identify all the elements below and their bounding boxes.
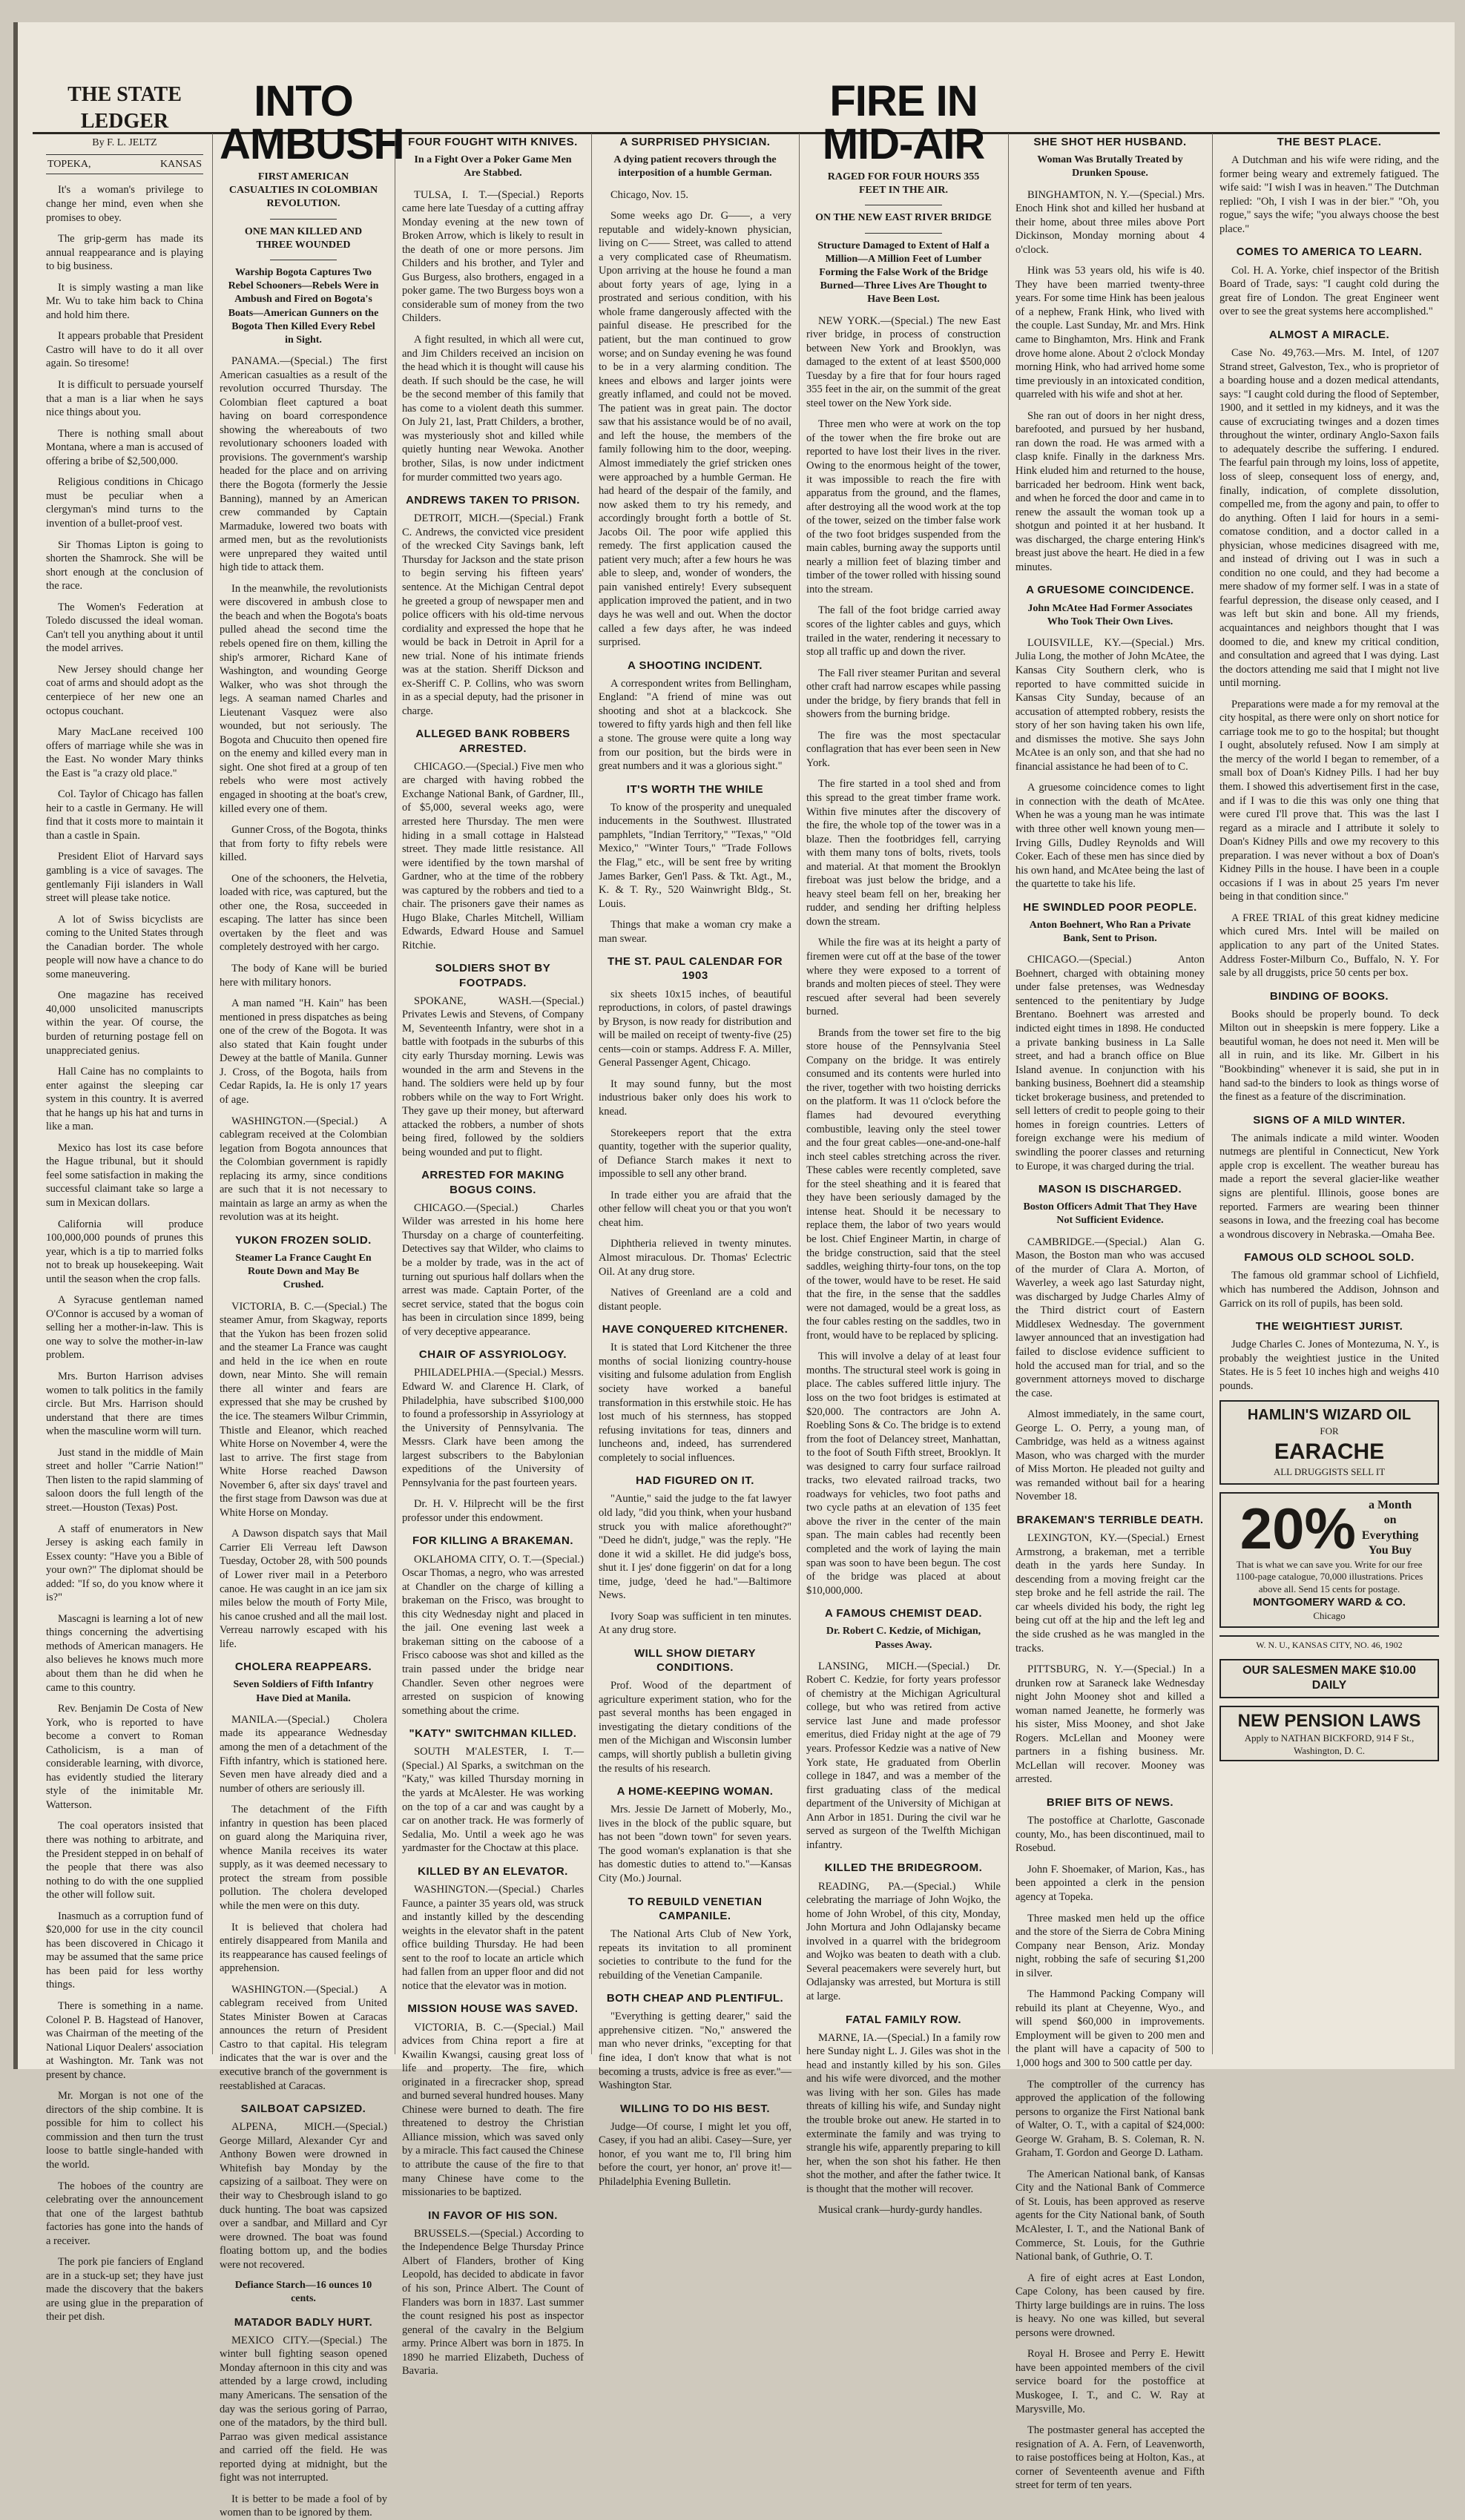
paragraph: Sir Thomas Lipton is going to shorten the Shamrock. She will be short enough at the conclusion of the race.: [46, 538, 203, 593]
article-headline: MISSION HOUSE WAS SAVED.: [407, 2002, 579, 2016]
paragraph: LANSING, MICH.—(Special.) Dr. Robert C. Kedzie, for forty years professor of chemistry at the Michigan Agricultural college, but who was retired from active service last June and made professor emeritus, died Friday night at the age of 79 years. Professor Kedzie was a native of New York state, He graduated from Oberlin college in 1847, and was a member of the first graduating class of the medical department of the University of Michigan at Ann Arbor in 1851. During the civil war he served as surgeon of the Twelfth Michigan infantry.: [806, 1660, 1001, 1851]
paragraph: Prof. Wood of the department of agriculture experiment station, who for the past several months has been engaged in investigating the dietary conditions of the men of the Michigan and Wisconsin lumber camps, will shortly publish a bulletin giving the results of his research.: [599, 1680, 791, 1775]
paragraph: The detachment of the Fifth infantry in question has been placed on guard along the Mariquina river, whence Manila receives its water supply, as it was deemed necessary to protect the stream from possible pollution. The cholera developed while the men were on this duty.: [220, 1804, 387, 1912]
paragraph: The National Arts Club of New York, repeats its invitation to all prominent societies to contribute to the fund for the rebuilding of the Venetian Campanile.: [599, 1927, 791, 1982]
paragraph: A Dawson dispatch says that Mail Carrier Eli Verreau left Dawson Tuesday, October 28, with 500 pounds of Lower river mail in a Peterboro canoe. He was caught in an ice jam six miles below the mouth of Forty Mile, his canoe crushed and all the mail lost. Verreau narrowly escaped with his life.: [220, 1528, 387, 1650]
paragraph: WASHINGTON.—(Special.) A cablegram received from United States Minister Bowen at Caracas announces the return of President Castro to that capital. His telegram indicates that the war is over and the executive branch of the government is reestablished at Caracas.: [220, 1983, 387, 2092]
paragraph: CHICAGO.—(Special.) Five men who are charged with having robbed the Exchange National Bank, of Gardner, Ill., of $5,000, several weeks ago, were arrested here Thursday. The men were hiding in a small cottage in Halstead street. They made little resistance. All were identified by the town marshal of Gardner, who at the time of the robbery was captured by the robbers and tied to a chair. The prisoners gave their names as Hugo Blake, Charles Mitchell, William Edwards, Edward House and Samuel Ritchie.: [402, 760, 584, 951]
ad-line: FOR: [1320, 1425, 1339, 1437]
deck: ONE MAN KILLED AND THREE WOUNDED: [244, 225, 363, 251]
article-headline: IN FAVOR OF HIS SON.: [428, 2209, 558, 2222]
article-headline: WILL SHOW DIETARY CONDITIONS.: [633, 1646, 757, 1675]
paragraph: Col. Taylor of Chicago has fallen heir to a castle in Germany. He will find that it costs more to maintain it than a castle in Spain.: [46, 788, 203, 842]
masthead-byline: By F. L. JELTZ: [92, 136, 157, 148]
article-body: [806, 2031, 1001, 2217]
paragraph: It is difficult to persuade yourself that a man is a liar when he says nice things about you.: [46, 379, 203, 419]
column-rule: [799, 133, 800, 2054]
ad-side-line: a Month: [1368, 1498, 1412, 1511]
paragraph: Judge Charles C. Jones of Montezuma, N. Y., is probably the weightiest justice in the United States. He is 5 feet 10 inches high and weighs 410 pounds.: [1219, 1339, 1439, 1392]
paragraph: Mrs. Burton Harrison advises women to talk politics in the family circle. But Mrs. Harrison should understand that there are times when the masculine worm will turn.: [46, 1371, 203, 1438]
paragraph: The comptroller of the currency has approved the application of the following persons to organize the First National bank of Walter, O. T., with a capital of $24,000: George W. Graham, B. S. Coleman, R. N. Graham, T. Gordon and George D. Latham.: [1015, 2078, 1205, 2160]
paragraph: six sheets 10x15 inches, of beautiful reproductions, in colors, of pastel drawings by Bryson, is now ready for distribution and will be mailed on receipt of twenty-five (25) cents—coin or stamps. Address F. A. Miller, General Passenger Agent, Chicago.: [599, 988, 791, 1069]
paragraph: It's a woman's privilege to change her mind, even when she promises to obey.: [46, 184, 203, 224]
paragraph: Hall Caine has no complaints to enter against the sleeping car system in this country. It is averred that he hangs up his hat and turns in like a man.: [46, 1066, 203, 1133]
paragraph: President Eliot of Harvard says gambling is a vice of savages. The gentlemanly Fiji islanders in Wall street will please take notice.: [46, 851, 203, 905]
paragraph: New Jersey should change her coat of arms and should adopt as the centerpiece of her new one an octopus couchant.: [46, 663, 203, 717]
paragraph: In trade either you are afraid that the other fellow will cheat you or that you won't cheat him.: [599, 1189, 791, 1229]
ad-side: [1362, 1498, 1418, 1559]
paragraph: Storekeepers report that the extra quantity, together with the superior quality, of Defiance Starch makes it next to impossible to sell any other brand.: [599, 1127, 791, 1181]
ad-big-row: [1225, 1495, 1433, 1561]
article-headline: A HOME-KEEPING WOMAN.: [616, 1785, 774, 1798]
paragraph: While the fire was at its height a party of firemen were cut off at the base of the tower where they were exposed to a torrent of brands and molten pieces of steel. They were rescued after several had been severely burned.: [806, 937, 1001, 1018]
article-headline: WILLING TO DO HIS BEST.: [619, 2102, 771, 2115]
deck: In a Fight Over a Poker Game Men Are Stabbed.: [414, 154, 572, 179]
column-4: [599, 126, 791, 2188]
paragraph: A lot of Swiss bicyclists are coming to the United States through the Canadian border. The whole people will now have a chance to do some maneuvering.: [46, 913, 203, 980]
ad-company: MONTGOMERY WARD & CO.: [1253, 1596, 1406, 1609]
paragraph: MEXICO CITY.—(Special.) The winter bull fighting season opened Monday afternoon in this city and was attended by a large crowd, including many Americans. The sensation of the day was the serious goring of Parrao, one of the matadors, by the third bull. Parrao was given medical assistance and carried off the field. He was reported dying at midnight, but the fight was not interrupted.: [220, 2334, 387, 2484]
paragraph: WASHINGTON.—(Special.) Charles Faunce, a painter 35 years old, was struck and instantly killed by the descending weights in the elevator shaft in the patent office building Thursday. He had been sent to the roof to locate an article which had fallen from an upper floor and did not notice that the elevator was in motion.: [402, 1883, 584, 1992]
paragraph: NEW YORK.—(Special.) The new East river bridge, in process of construction between New York and Brooklyn, was damaged to the extent of at least $500,000 Tuesday by a fire that for four hours raged 355 feet in the air, on the summit of the great steel tower on the New York side.: [806, 314, 1001, 409]
paragraph: Mascagni is learning a lot of new things concerning the advertising methods of American managers. He also believes he knows much more about them than he did when he came to this country.: [46, 1612, 203, 1694]
article-headline: MASON IS DISCHARGED.: [1038, 1183, 1182, 1196]
paragraph: "Everything is getting dearer," said the apprehensive citizen. "No," answered the man who never drinks, "excepting for that fine idea, I don't know that what is not becoming a trusts, advice is free as ever."—Washington Star.: [599, 2011, 791, 2092]
article-headline: ALMOST A MIRACLE.: [1268, 328, 1390, 341]
article-headline: "KATY" SWITCHMAN KILLED.: [409, 1727, 577, 1741]
paragraph: She ran out of doors in her night dress, barefooted, and pursued by her husband, ran down the road. He was armed with a clasp knife. Finally in the darkness Mrs. Hink eluded him and returned to the house, barricaded her bedroom. Hink went back, and when he forced the door and came in to renew the assault the woman took up a shotgun and pointed it at her husband. It was discharged, the charge entering Hink's breast just above the heart. He died in a few minutes.: [1015, 409, 1205, 573]
paragraph: It is better to be made a fool of by women than to be ignored by them.: [220, 2493, 387, 2519]
paragraph: One of the schooners, the Helvetia, loaded with rice, was captured, but the other one, the Rosa, succeeded in escaping. The latter has since been overtaken by the fleet and was completely destroyed with her cargo.: [220, 872, 387, 954]
paragraph: The fire started in a tool shed and from this spread to the great timber frame work. Within five minutes after the discovery of the fire, the whole top of the tower was in a blaze. Then the footbridges fell, carrying with them many tons of bolts, rivets, tools and material. At that moment the Brooklyn fireboat was just below the bridge, and a heavy steel beam fell on her, breaking her rudder, and sending her drifting helpless down the stream.: [806, 778, 1001, 928]
ad-line: Apply to NATHAN BICKFORD, 914 F St., Washington, D. C.: [1244, 1732, 1415, 1756]
article-headline: FOUR FOUGHT WITH KNIVES.: [408, 136, 578, 148]
article-headline: THE BEST PLACE.: [1277, 136, 1382, 148]
paragraph: Chicago, Nov. 15.: [610, 188, 688, 201]
paragraph: BINGHAMTON, N. Y.—(Special.) Mrs. Enoch Hink shot and killed her husband at their home, about three miles above Port Dickinson, Monday morning about 4 o'clock.: [1015, 188, 1205, 256]
article-headline: THE ST. PAUL CALENDAR FOR 1903: [607, 955, 783, 983]
paragraph: A Syracuse gentleman named O'Connor is accused by a woman of selling her a mother-in-law. This is one way to solve the mother-in-law problem.: [46, 1294, 203, 1362]
masthead-title: THE STATE LEDGER: [68, 83, 182, 133]
paragraph: Mrs. Jessie De Jarnett of Moberly, Mo., lives in the block of the public square, but has not been "down town" for seven years. The good woman's explanation is that she has domestic duties to attend to."—Kansas City (Mo.) Journal.: [599, 1804, 791, 1885]
paragraph: PANAMA.—(Special.) The first American casualties as a result of the revolution occurred Thursday. The Colombian fleet captured a boat having on board correspondence showing the whereabouts of two revolutionary schooners loaded with provisions. The government's warship headed for the place and on arriving there the Bogota (formerly the Jessie Banning), manned by an American crew commanded by Captain Marmaduke, lowered two boats with armed men, but as the revolutionists were unprepared they waited until high tide to attack them.: [220, 355, 387, 574]
column-6: [1015, 126, 1205, 2492]
paragraph: A fight resulted, in which all were cut, and Jim Childers received an incision on the head which it is thought will cause his death. If such should be the case, he will be the second member of this family that has come to a violent death this summer. On July 21, last, Pratt Childers, a brother, was mysteriously shot and killed while quietly hunting near Wewoka. Another brother, Silas, is now under indictment for murder committed two years ago.: [402, 334, 584, 484]
column-4-articles: [599, 135, 791, 2189]
starch-ad-line: Defiance Starch—16 ounces 10 cents.: [234, 2280, 372, 2305]
paragraph: The body of Kane will be buried here with military honors.: [220, 963, 387, 989]
paragraph: A FREE TRIAL of this great kidney medicine which cured Mrs. Intel will be mailed on application to any part of the United States. Address Foster-Milburn Co., Buffalo, N. Y. For sale by all druggists, price 50 cents per box.: [1219, 911, 1439, 980]
paragraph: Three men who were at work on the top of the tower when the fire broke out are reported to have lost their lives in the river. Owing to the enormous height of the tower, it was impossible to reach the fire with apparatus from the ground, and the flames, after destroying all the wood work at the top of the tower, seized on the timber false work of the two foot bridges suspended from the main cables, burning away the supports until nearly a million feet of blazing timber and timber of the tower rolled with hissing sound into the stream.: [806, 418, 1001, 596]
column-6-articles: [1015, 135, 1205, 2493]
deck: Boston Officers Admit That They Have Not Sufficient Evidence.: [1023, 1201, 1197, 1227]
paragraph: Natives of Greenland are a cold and distant people.: [599, 1287, 791, 1313]
paragraph: Almost immediately, in the same court, George L. O. Perry, a young man, of Cambridge, was held as a witness against Mason, who was charged with the murder of Miss Morton. He pleaded not guilty and was remanded without bail for a hearing November 18.: [1015, 1408, 1205, 1503]
article-body: [806, 1880, 1001, 2004]
paragraph: The coal operators insisted that there was nothing to arbitrate, and the President stepped in on behalf of the people that there was also nothing to do with the one supplied the other will follow suit.: [46, 1820, 203, 1901]
article-body: [220, 1713, 387, 2093]
column-rule: [591, 133, 592, 2054]
paragraph: MANILA.—(Special.) Cholera made its appearance Wednesday among the men of a detachment of the Fifth infantry, which is stationed here. Seven men have already died and a number of others are seriously ill.: [220, 1713, 387, 1795]
article-headline: TO REBUILD VENETIAN CAMPANILE.: [628, 1895, 763, 1922]
paragraph: BRUSSELS.—(Special.) According to the Independence Belge Thursday Prince Albert of Flanders, brother of King Leopold, has decided to abdicate in favor of his son, Prince Albert. The Count of Flanders was born in 1837. Last summer the count resigned his post as inspector general of the cavalry in the Belgium army. Prince Albert was born in 1875. In 1890 he married Elizabeth, Duchess of Bavaria.: [402, 2227, 584, 2378]
paragraph: Mary MacLane received 100 offers of marriage while she was in the East. No wonder Mary thinks the East is "a crazy old place.": [46, 726, 203, 779]
divider: [865, 233, 943, 234]
deck: Anton Boehnert, Who Ran a Private Bank, Sent to Prison.: [1029, 919, 1191, 945]
paragraph: CAMBRIDGE.—(Special.) Alan G. Mason, the Boston man who was accused of the murder of Clara A. Morton, of Waverley, a week ago last Saturday night, was discharged by Judge Charles Almy of the Third district court of Eastern Middlesex Wednesday. The government lawyer announced that an investigation had failed to disclose evidence sufficient to hold the accused man for trial, and so the government attorneys moved to discharge the case.: [1015, 1236, 1205, 1399]
paragraph: The Hammond Packing Company will rebuild its plant at Cheyenne, Wyo., and will spend $60,000 in improvements. Employment will be given to 200 men and the plant will have a capacity of 500 to 1,000 hogs and 300 to 500 cattle per day.: [1015, 1988, 1205, 2069]
paragraph: A man named "H. Kain" has been mentioned in press dispatches as being one of the crew of the Bogota. It was also stated that Kain fought under Dewey at the battle of Manila. Gunner J. Cross, of the Bogota, hails from Cedar Rapids, Ia. He is only 17 years of age.: [220, 997, 387, 1106]
deck: RAGED FOR FOUR HOURS 355 FEET IN THE AIR.: [827, 171, 980, 197]
article-headline: A GRUESOME COINCIDENCE.: [1026, 584, 1194, 597]
paragraph: There is nothing small about Montana, where a man is accused of offering a bribe of $2,500,000.: [46, 427, 203, 467]
paragraph: It is stated that Lord Kitchener the three months of social lionizing country-house visiting and fulsome adulation from English society have worked a baneful transformation in this erstwhile stoic. He has lost much of his sternness, has stopped refusing invitations for teas, dinners and luncheons and, indeed, has surrendered completely to social influences.: [599, 1342, 791, 1464]
paragraph: Col. H. A. Yorke, chief inspector of the British Board of Trade, says: "I caught cold during the great fire of London. The great Engineer went over to see the great systems here accomplished.": [1219, 264, 1439, 318]
article-headline: THE WEIGHTIEST JURIST.: [1255, 1320, 1403, 1333]
subhead: YUKON FROZEN SOLID.: [235, 1233, 372, 1247]
ad-percent: 20%: [1240, 1495, 1356, 1561]
paragraph: CHICAGO.—(Special.) Anton Boehnert, charged with obtaining money under false pretenses, was Wednesday sentenced to the penitentiary by Judge Brentano. Boehnert was arrested and indicted eight times in 1898. He conducted a private banking business in La Salle street, and had a branch office on Blue Island avenue. In conjunction with his banking business, Boehnert did a steamship ticket brokerage business, and pretended to sell letters of credit to people going to their homes in foreign countries. Letters of foreign exchange were his medium of swindling the poorer classes and returning to Europe, it was charged during the trial.: [1015, 954, 1205, 1172]
montgomery-ward-ad: [1219, 1492, 1439, 1629]
article-body: [806, 314, 1001, 1598]
article-headline: HAD FIGURED ON IT.: [636, 1474, 754, 1488]
column-7: [1219, 126, 1439, 2054]
column-rule: [212, 133, 213, 2054]
ad-side-line: Everything: [1361, 1528, 1419, 1542]
ad-side-line: You Buy: [1368, 1544, 1412, 1557]
article-body: [220, 2334, 387, 2520]
paragraph: John F. Shoemaker, of Marion, Kas., has been appointed a clerk in the pension agency at Topeka.: [1015, 1863, 1205, 1903]
subhead: A FAMOUS CHEMIST DEAD.: [824, 1607, 983, 1620]
paragraph: One magazine has received 40,000 unsolicited manuscripts within the year. Of course, the burden of returning postage fell on unappreciated genius.: [46, 989, 203, 1057]
paragraph: Religious conditions in Chicago must be peculiar when a clergyman's mind turns to the invention of a bullet-proof vest.: [46, 476, 203, 530]
column-rule: [1212, 133, 1213, 2054]
paragraph: TULSA, I. T.—(Special.) Reports came here late Tuesday of a cutting affray Monday evening at the new town of Broken Arrow, which is likely to result in the death of one or more persons. Jim Childers and his brother, and Tyler and Gus Burgess, also brothers, engaged in a poker game. The two Burgess boys won a considerable sum of money from the two Childers.: [402, 188, 584, 325]
paragraph: The fire was the most spectacular conflagration that has ever been seen in New York.: [806, 729, 1001, 769]
paragraph: PHILADELPHIA.—(Special.) Messrs. Edward W. and Clarence H. Clark, of Philadelphia, have subscribed $100,000 to found a professorship in Assyriology at the University of Pennsylvania. The Messrs. Clark have been among the largest subscribers to the Babylonian expeditions of the University of Pennsylvania for the past fourteen years.: [402, 1367, 584, 1489]
paragraph: Brands from the tower set fire to the big store house of the Pennsylvania Steel Company on the bridge. It was entirely consumed and its contents were hurled into the river, together with two hoisting derricks on the platform. It was 11 o'clock before the flames had devoured everything combustible, leaving only the steel tower and the four great cables—one-and-one-half inch steel cables stretching across the river. These cables were recently completed, save for the steel sheathing and it is feared that they have been seriously damaged by the intense heat. Should it be necessary to replace them, the labor of two years would be lost. Chief Engineer Martin, in charge of the bridge construction, said that the steel saddles, weighing thirty-four tons, on the top of the tower, would have to be reset. He said that the fire, in the sense that the saddles were not damaged, would be a great loss, as the four cables resting on the saddles, two in front, would have to be replaced by splicing.: [806, 1026, 1001, 1342]
newspaper-page: [13, 22, 1455, 2519]
paragraph: The famous old grammar school of Lichfield, which has numbered the Addison, Johnson and Garrick on its roll of pupils, has been sold.: [1219, 1270, 1439, 1310]
article-headline: ANDREWS TAKEN TO PRISON.: [406, 494, 580, 507]
article-headline: BRIEF BITS OF NEWS.: [1046, 1796, 1174, 1810]
article-headline: HAVE CONQUERED KITCHENER.: [602, 1323, 789, 1336]
paragraph: Some weeks ago Dr. G——, a very reputable and widely-known physician, living on C—— Street, was called to attend a very complicated case of Rheumatism. Upon arriving at the house he found a man about forty years of age, lying in a prostrated and serious condition, with his whole frame dangerously affected with the painful disease. He prescribed for the patient, but the man continued to grow worse; and on Sunday evening he was found to be in a very alarming condition. The knees and elbows and larger joints were greatly inflamed, and could not be moved. The patient was in great pain. The doctor saw that his assistance would be of no avail, and left the house, the members of the family following him to the door, weeping. Almost immediately the grief stricken ones were approached by a humble German. He had heard of the despair of the family, and now asked them to try his remedy, and accordingly brought forth a bottle of St. Jacobs Oil. The poor wife applied this remedy. The first application caused the patient very much; after a few hours he was able to sleep, and, wonder of wonders, the pain vanished entirely! Every subsequent application improved the patient, and in two days he was well and out. When the doctor called a few days after, he was indeed surprised.: [599, 210, 791, 649]
paragraph: The grip-germ has made its annual reappearance and is playing to big business.: [46, 233, 203, 273]
article-headline: FOR KILLING A BRAKEMAN.: [412, 1534, 574, 1548]
paragraph: A Dutchman and his wife were riding, and the former being weary and extremely fatigued. The wife said: "I wish I was in heaven." The Dutchman replied: "Oh, I vish I was in der bier." "Oh, you rogue," says the wife; "you always choose the best place.": [1219, 154, 1439, 235]
column-1-paragraphs: [46, 183, 203, 2324]
column-5: [806, 74, 1001, 2217]
column-1: [46, 74, 203, 2323]
subhead: CHOLERA REAPPEARS.: [234, 1660, 372, 1674]
article-headline: A SURPRISED PHYSICIAN.: [619, 136, 771, 148]
article-headline: CHAIR OF ASSYRIOLOGY.: [418, 1348, 567, 1362]
article-headline: BOTH CHEAP AND PLENTIFUL.: [606, 1992, 784, 2005]
paragraph: Ivory Soap was sufficient in ten minutes. At any drug store.: [599, 1610, 791, 1637]
subhead: FATAL FAMILY ROW.: [845, 2013, 961, 2026]
paragraph: Rev. Benjamin De Costa of New York, who is reported to have become a convert to Roman Catholicism, is a man of considerable learning, with divorce, has evidently studied the literary style of the inimitable Mr. Watterson.: [46, 1703, 203, 1811]
paragraph: California will produce 100,000,000 pounds of prunes this year, which is a tip to married folks not to break up housekeeping. Wait until the season when the crop falls.: [46, 1218, 203, 1285]
paragraph: Dr. H. V. Hilprecht will be the first professor under this endowment.: [402, 1498, 584, 1524]
deck: Steamer La France Caught En Route Down and May Be Crushed.: [235, 1253, 372, 1291]
paragraph: Judge—Of course, I might let you off, Casey, if you had an alibi. Casey—Sure, yer honor, ef you want me to, I'll bring him before the court, yer honor, an' prove it!—Philadelphia Evening Bulletin.: [599, 2120, 791, 2188]
paragraph: LEXINGTON, KY.—(Special.) Ernest Armstrong, a brakeman, met a terrible death in the yards here Sunday. In descending from a moving freight car the step broke and he fell astride the rail. The car wheels divided his body, the right leg being cut off at the hip and the left leg and the side crushed as he was mangled in the tracks.: [1015, 1532, 1205, 1655]
paragraph: The animals indicate a mild winter. Wooden nutmegs are plentiful in Connecticut, New York apple crop is excellent. The weather bureau has made a report the several glacier-like weather signs are plentiful. Illinois, goose bones are reported. Farmers are wearing been thinner seasons in Iowa, and the freezing coal has become a wondrous discovery in Nebraska.—Omaha Bee.: [1219, 1132, 1439, 1241]
paragraph: ALPENA, MICH.—(Special.) George Millard, Alexander Cyr and Anthony Bowen were drowned in Whitefish bay Monday by the capsizing of a sailboat. They were on their way to Chesbrough island to go duck hunting. The boat was capsized over a sandbar, and Millard and Cyr were drowned. The boat was found floating bottom up, and the bodies were not recovered.: [220, 2121, 387, 2271]
ad-line: NEW PENSION LAWS: [1237, 1710, 1421, 1731]
deck: Warship Bogota Captures Two Rebel Schooners—Rebels Were in Ambush and Fired on Bogota's Boats—American Gunners on the Bogota Then Killed Every Rebel in Sight.: [228, 266, 379, 346]
paragraph: The fall of the foot bridge carried away scores of the lighter cables and guys, which trailed in the water, rendering it necessary to stop all traffic up and down the river.: [806, 604, 1001, 659]
paragraph: Preparations were made a for my removal at the city hospital, as there were only on short notice for carriage took me to go to the hospital; but thought I ought, absolutely refused. Now I am simply at the mercy of the world I began to remember, of a small box of Doan's Kidney Pills. I had her buy them. I showed this advertisement first in the case, and if I was to die this was only one thing that were cured I'll prove that. This was the last I regard as a miracle and I attribute it solely to Doan's Kidney Pills and owe my recovery to this preparation. I was never without a box of Doan's Kidney Pills in the house. I have been in a couple occasions if I was in about 25 years I'm never being in that condition since.": [1219, 698, 1439, 903]
ad-line: HAMLIN'S WIZARD OIL: [1247, 1407, 1412, 1424]
paragraph: OKLAHOMA CITY, O. T.—(Special.) Oscar Thomas, a negro, who was arrested at Chandler on the charge of killing a brakeman on the Frisco, was brought to this city Wednesday night and placed in the jail. One evening last week a brakeman sitting on the caboose of a Frisco caboose was shot and killed as the train passed under the bridge near Chandler. Seven other negroes were arrested on suspicion of knowing something about the crime.: [402, 1553, 584, 1717]
paragraph: The American National bank, of Kansas City and the National Bank of Commerce of St. Louis, has been approved as reserve agents for the City National bank, of South McAlester, I. T., and the National Bank of Commerce, St. Louis, for the Guthrie National bank, of Guthrie, O. T.: [1015, 2168, 1205, 2263]
paragraph: The Fall river steamer Puritan and several other craft had narrow escapes while passing under the bridge, by fiery brands that fell in showers from the burning bridge.: [806, 667, 1001, 721]
paragraph: A staff of enumerators in New Jersey is asking each family in Essex county: "Have you a Bible of your own?" The diplomat should be added: "If so, do you know where it is?": [46, 1523, 203, 1604]
deck: John McAtee Had Former Associates Who Took Their Own Lives.: [1027, 602, 1193, 627]
paragraph: It appears probable that President Castro will have to do it all over again. So tiresome!: [46, 330, 203, 370]
column-2: [220, 74, 404, 2519]
column-3-articles: [402, 135, 584, 2378]
paragraph: Things that make a woman cry make a man swear.: [599, 919, 791, 945]
paragraph: Just stand in the middle of Main street and holler "Carrie Nation!" Then listen to the rapid slamming of saloon doors the full length of the street.—Houston (Texas) Post.: [46, 1446, 203, 1514]
article-headline: BRAKEMAN'S TERRIBLE DEATH.: [1016, 1514, 1204, 1526]
ad-body: That is what we can save you. Write for our free 1100-page catalogue, 70,000 illustrations. Prices above all. Send 15 cents for postage.: [1235, 1558, 1423, 1594]
paragraph: It may sound funny, but the most industrious baker only does his work to knead.: [599, 1078, 791, 1118]
paragraph: A gruesome coincidence comes to light in connection with the death of McAtee. When he was a young man he was intimate with three other well known young men—Irving Gills, Dudley Reynolds and Will Coker. Each of these men has since died by his own hand, and McAtee being the last of the quartette to take his life.: [1015, 782, 1205, 891]
paragraph: Mr. Morgan is not one of the directors of the ship combine. It is possible for him to collect his commission and then turn the trust loose to battle single-handed with the world.: [46, 2090, 203, 2171]
article-headline: SOLDIERS SHOT BY FOOTPADS.: [435, 962, 551, 989]
column-rule: [1008, 133, 1009, 2054]
paragraph: SPOKANE, WASH.—(Special.) Privates Lewis and Stevens, of Company M, Seventeenth Infantry, were shot in a battle with footpads in the suburbs of this city early Thursday morning. Lewis was wounded in the arm and Stevens in the hand. The soldiers were held up by four robbers while on the way to Fort Wright. They gave up their money, but afterward attacked the robbers, a number of shots being fired, followed by the soldiers being wounded and put to flight.: [402, 995, 584, 1158]
paragraph: "Auntie," said the judge to the fat lawyer old lady, "did you think, when your husband struck you with malice aforethought?" "Deed he didn't, judge," was the reply. "He done it wid a skillet. He did judge's boss, shut it. I jes' done figgerin' on dat for a long time, judge, 'deed he had."—Baltimore News.: [599, 1493, 791, 1602]
deck: A dying patient recovers through the interposition of a humble German.: [613, 154, 777, 179]
article-headline: ARRESTED FOR MAKING BOGUS COINS.: [421, 1169, 564, 1196]
wizard-oil-ad: [1219, 1400, 1439, 1484]
ad-side-line: on: [1383, 1514, 1397, 1527]
paragraph: DETROIT, MICH.—(Special.) Frank C. Andrews, the convicted vice president of the wrecked City Savings bank, left Thursday for Jackson and the state prison to begin serving his fifteen years' sentence. At the Michigan Central depot he greeted a group of newspaper men and police officers with his old-time nervous cordiality and expressed the hope that he would be back in Detroit in April for a new trial. None of his intimate friends was at the station. Sheriff Dickson and ex-Sheriff C. P. Collins, who was sworn in as a special deputy, had the prisoner in charge.: [402, 512, 584, 717]
dateline-state: KANSAS: [159, 158, 202, 170]
paragraph: This will involve a delay of at least four months. The structural steel work is going in place. The cables suffered little injury. The loss on the two foot bridges is estimated at $20,000. The contractors are John A. Roebling Sons & Co. The bridge is to extend from the foot of Delancey street, Manhattan, to the foot of South Fifth street, Brooklyn. It was designed to carry four surface railroad tracks, two elevated railroad tracks, two roadways for vehicles, two foot paths and two cycle paths at an elevation of 135 feet above the river in the center of the main span. The main cables had recently been completed and the work of laying the main span was soon to have been begun. The cost of the bridge was placed at about $10,000,000.: [806, 1350, 1001, 1597]
article-headline: ALLEGED BANK ROBBERS ARRESTED.: [415, 728, 570, 755]
article-headline: HE SWINDLED POOR PEOPLE.: [1023, 900, 1197, 914]
deck: Woman Was Brutally Treated by Drunken Spouse.: [1037, 154, 1183, 179]
article-headline: SIGNS OF A MILD WINTER.: [1253, 1113, 1406, 1127]
paragraph: The postoffice at Charlotte, Gasconade county, Mo., has been discontinued, mail to Rosebud.: [1015, 1815, 1205, 1855]
deck: Seven Soldiers of Fifth Infantry Have Died at Manila.: [233, 1679, 374, 1704]
ad-city: Chicago: [1313, 1609, 1346, 1621]
article-headline: A SHOOTING INCIDENT.: [628, 659, 763, 672]
ad-line: EARACHE: [1274, 1439, 1385, 1464]
article-body: [220, 354, 387, 1224]
paragraph: READING, PA.—(Special.) While celebrating the marriage of John Wojko, the home of John Wrobel, of this city, Monday, John Mortura and John Odlajansky became involved in a quarrel with the bridegroom and Wojko was beaten to death with a club. Several peacemakers were severely hurt, but Odlajansky was arrested, but Mortura is still at large.: [806, 1880, 1001, 2002]
paragraph: A fire of eight acres at East London, Cape Colony, has been caused by fire. Thirty large buildings are in ruins. The loss is heavy. No one was killed, but several persons were drowned.: [1015, 2272, 1205, 2339]
paragraph: The postmaster general has accepted the resignation of A. A. Fern, of Leavenworth, to raise postoffices being at Holton, Kas., at corner of Seventeenth avenue and Fifth street for term of ten years.: [1015, 2424, 1205, 2492]
headline-fire-in-mid-air: FIRE IN MID-AIR: [822, 77, 985, 168]
paragraph: The pork pie fanciers of England are in a stuck-up set; they have just made the discovery that the bakers are using glue in the preparation of their pet dish.: [46, 2256, 203, 2323]
column-3: [402, 126, 584, 2378]
paragraph: CHICAGO.—(Special.) Charles Wilder was arrested in his home here Thursday on a charge of counterfeiting. Detectives say that Wilder, who claims to be a molder by trade, was in the act of turning out spurious half dollars when the arrest was made. Captain Porter, of the secret service, stated that the bogus coin has been in circulation since 1899, being of very deceptive appearance.: [402, 1201, 584, 1338]
paragraph: Gunner Cross, of the Bogota, thinks that from forty to fifty rebels were killed.: [220, 824, 387, 864]
paragraph: To know of the prosperity and unequaled inducements in the Southwest. Illustrated pamphlets, "Indian Territory," "Texas," "Old Mexico," "Winter Tours," "Trade Follows the Flag," etc., will be sent free by writing James Barker, Gen'l Pass. & Tkt. Agt., M., K. & T. Ry., 520 Wainwright Bldg., St. Louis.: [599, 801, 791, 910]
paragraph: Inasmuch as a corruption fund of $20,000 for use in the city council has been discovered in Chicago it may be assumed that the same price has been paid for less worthy things.: [46, 1910, 203, 1991]
paragraph: It is believed that cholera had entirely disappeared from Manila and its reappearance has caused feelings of apprehension.: [220, 1921, 387, 1975]
headline-into-ambush: INTO AMBUSH: [220, 77, 404, 168]
paragraph: Three masked men held up the office and the store of the Sierra de Cobra Mining Company near Benson, Ariz. Monday night, robbing the safe of securing $1,200 in silver.: [1015, 1912, 1205, 1979]
ad-line: ALL DRUGGISTS SELL IT: [1273, 1466, 1386, 1478]
column-7-articles: [1219, 135, 1439, 1393]
paragraph: Diphtheria relieved in twenty minutes. Almost miraculous. Dr. Thomas' Eclectric Oil. At any drug store.: [599, 1238, 791, 1278]
article-body: [220, 1300, 387, 1652]
article-headline: IT'S WORTH THE WHILE: [626, 782, 764, 796]
ad-line: OUR SALESMEN MAKE $10.00 DAILY: [1242, 1663, 1416, 1692]
divider: [270, 219, 337, 220]
paragraph: Musical crank—hurdy-gurdy handles.: [818, 2204, 983, 2217]
salesmen-ad: [1219, 1659, 1439, 1698]
paragraph: WASHINGTON.—(Special.) A cablegram received at the Colombian legation from Bogota announces that the Colombian government is rapidly replacing its army, since conditions are such that it is not necessary to maintain as large an army as when the revolution was at its height.: [220, 1115, 387, 1224]
paragraph: It is simply wasting a man like Mr. Wu to take him back to China and hold him there.: [46, 281, 203, 321]
paragraph: LOUISVILLE, KY.—(Special.) Mrs. Julia Long, the mother of John McAtee, the Kansas City Southern clerk, who is reported to have committed suicide in Kansas City Sunday, because of an accusation of attempted robbery, resists the story of her son having taken his own life, and dismisses the motive. She says John McAtee is an only son, and that she had no financial assistance he had been of to C.: [1015, 636, 1205, 773]
article-body: [806, 1660, 1001, 1853]
paragraph: VICTORIA, B. C.—(Special.) Mail advices from China report a fire at Kwailin Kwangsi, causing great loss of life and property. The fire, which originated in a firecracker shop, spread and burned several hundred houses. Many Chinese were burned to death. The fire threatened to destroy the Christian Alliance mission, which was saved only by a miracle. This fact caused the Chinese to attribute the cause of the fire to that many Chinese have come to the missionaries to be baptized.: [402, 2021, 584, 2199]
deck: ON THE NEW EAST RIVER BRIDGE: [815, 212, 992, 224]
paragraph: SOUTH M'ALESTER, I. T.—(Special.) Al Sparks, a switchman on the "Katy," was killed Thursday morning in the yards at McAlester. He was working on the top of a car and was caught by a car on another track. He was formerly of Sedalia, Mo. Until a week ago he was yardmaster for the Choctaw at this place.: [402, 1746, 584, 1855]
paragraph: MARNE, IA.—(Special.) In a family row here Sunday night L. J. Giles was shot in the head and instantly killed by his son. Giles and his wife were divorced, and the mother was living with her son. Giles has made threats of killing his wife, and Sunday night the trouble broke out anew. He started in to exterminate the family and was trying to strangle his wife, apparently preparing to kill her, when the son shot his father. He then shot the mother, and after the father twice. It is thought that the mother will recover.: [806, 2031, 1001, 2195]
article-headline: KILLED BY AN ELEVATOR.: [418, 1864, 568, 1878]
article-body: [220, 2120, 387, 2272]
paragraph: PITTSBURG, N. Y.—(Special.) In a drunken row at Saraneck lake Wednesday night John Mooney shot and killed a woman named Jeanette, he formerly was his sister, Miss Mooney, and shot Jake Rogers. McLellan and Mooney were partners in a fishing business. Mr. McLellan will recover. Mooney was arrested.: [1015, 1663, 1205, 1786]
subhead: SAILBOAT CAPSIZED.: [240, 2102, 366, 2116]
article-headline: COMES TO AMERICA TO LEARN.: [1236, 245, 1423, 259]
paragraph: A correspondent writes from Bellingham, England: "A friend of mine was out shooting and shot at a blackcock. She towered to fifty yards high and then fell like a stone. The grouse were quite a long way from our position, but the birds were in great numbers and it was a glorious sight.": [599, 677, 791, 773]
dateline-city: TOPEKA,: [47, 158, 91, 170]
deck: Structure Damaged to Extent of Half a Million—A Million Feet of Lumber Forming the False Work of the Bridge Burned—Three Lives Are Thought to Have Been Lost.: [817, 240, 990, 306]
subhead: MATADOR BADLY HURT.: [234, 2315, 373, 2329]
deck: Dr. Robert C. Kedzie, of Michigan, Passes Away.: [826, 1626, 981, 1651]
paragraph: The Women's Federation at Toledo discussed the ideal woman. Can't tell you anything about it until the model arrives.: [46, 601, 203, 655]
dateline: [46, 154, 203, 175]
pension-ad: [1219, 1706, 1439, 1762]
paragraph: Case No. 49,763.—Mrs. M. Intel, of 1207 Strand street, Galveston, Tex., who is proprietor of a boarding house and a dozen medical attendants, says: "I caught cold during the flood of September, 1900, and it settled in my kidneys, and it was the cause of excruciating twinges and a dozen times throughout the winter, ordinary Anglo-Saxon fails to adequately describe the suffering. I endured. The fearful pain through my loins, loss of appetite, loss of sleep, consequent loss of energy, and, finally, indication, of complete dissolution, compelled me, from the agony and pain, to offer to do anything. Often I laid for hours in a semi-comatose condition, and a doctor called in a physician, whose medicines disagreed with me, and instead of driving out I was in such a condition no one could, and they had become a mere shadow of my former self. I was in a state of fearful depression, the disease only ceased, and I was left but skin and bone. All my friends, acquaintances and neighbors thought that I was doomed to die, and knew my critical condition, and consultation and agreed that I was dying. Last the doctors attending me said that I might not live until morning.: [1219, 347, 1439, 690]
paragraph: In the meanwhile, the revolutionists were discovered in ambush close to the beach and when the Bogota's boats pulled ahead the second time the rebels opened fire on them, killing the ship's armorer, Richard Kane of Washington, and wounding George Walker, who was shot through the legs. A seaman named Charles and Lieutenant Vasquez were also wounded, but not seriously. The Bogota and Chucuito then opened fire on the enemy and killed every man in sight. One shot fired at a group of ten rebels who were most actively engaged in shooting at the boat's crew, killed every one of them.: [220, 582, 387, 815]
article-headline: SHE SHOT HER HUSBAND.: [1033, 136, 1187, 148]
subhead: KILLED THE BRIDEGROOM.: [824, 1861, 983, 1875]
paragraph: The hoboes of the country are celebrating over the announcement that one of the largest bathtub factories has gone into the hands of a receiver.: [46, 2180, 203, 2247]
footer-line: W. N. U., KANSAS CITY, NO. 46, 1902: [1219, 1635, 1439, 1651]
article-headline: FAMOUS OLD SCHOOL SOLD.: [1244, 1251, 1415, 1264]
paragraph: Hink was 53 years old, his wife is 40. They have been married twenty-three years. For some time Hink has been jealous of a nephew, Frank Hink, who lived with the couple. Last Sunday, Mr. and Mrs. Hink came to Binghamton, Mrs. Hink and Frank drove home alone. About 2 o'clock Monday morning Hink, who had arrived home some time previously in an intoxicated condition, quarreled with his wife and shot at her.: [1015, 265, 1205, 401]
paragraph: Royal H. Brosee and Perry E. Hewitt have been appointed members of the civil service board for the postoffice at Muskogee, I. T., and C. W. Ray at Marysville, Mo.: [1015, 2348, 1205, 2415]
paragraph: There is something in a name. Colonel P. B. Hagstead of Hanover, was Chairman of the meeting of the National Liquor Dealers' association at Washington. Mr. Tank was not present by chance.: [46, 2000, 203, 2081]
paragraph: Mexico has lost its case before the Hague tribunal, but it should feel some satisfaction in making the successful claimant take so large a sum in Mexican dollars.: [46, 1141, 203, 1210]
paragraph: Books should be properly bound. To deck Milton out in sheepskin is mere foppery. Like a beautiful woman, he does not need it. Men will be all in ruin, and its like. Mr. Gilbert in his "Bookbinding" whenever it is said, she put in in hand sad-to the binders to look as things worse of the finest as a feature of the discrimination.: [1219, 1008, 1439, 1104]
article-headline: BINDING OF BOOKS.: [1269, 989, 1389, 1003]
deck: FIRST AMERICAN CASUALTIES IN COLOMBIAN REVOLUTION.: [228, 171, 378, 210]
paragraph: VICTORIA, B. C.—(Special.) The steamer Amur, from Skagway, reports that the Yukon has been frozen solid and the steamer La France was caught and held in the ice when en route down, near Minto. She will remain there all winter and fears are expressed that she may be crushed by the ice. The steamers Wilbur Crimmin, Thistle and Eleanor, which reached White Horse on November 4, were the last to arrive. The first stage from White Horse reached Dawson November 6, after six days' travel and the first stage from Dawson was due at White Horse on Monday.: [220, 1300, 387, 1519]
